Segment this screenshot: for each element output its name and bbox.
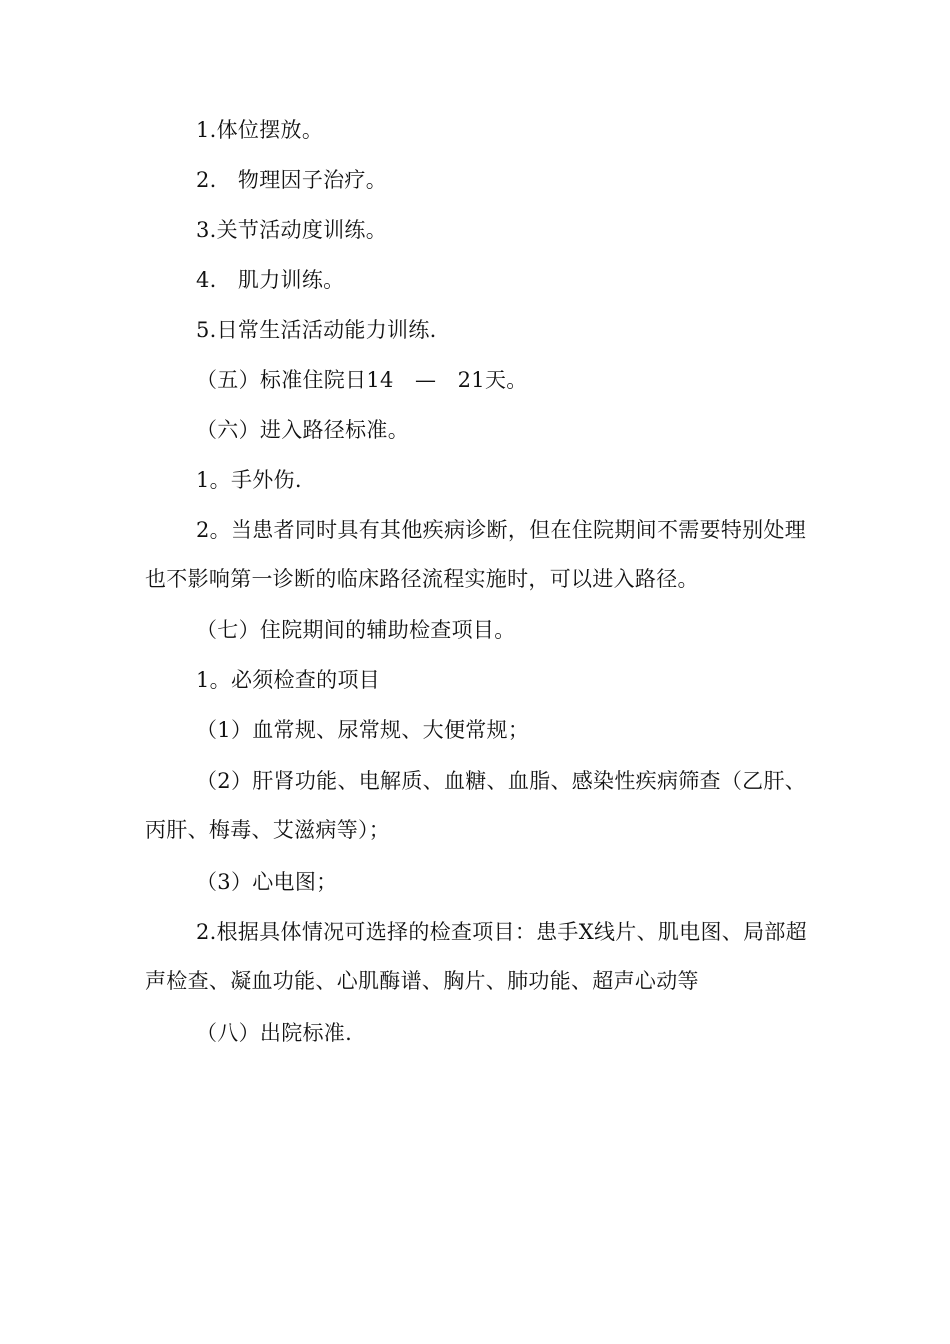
paragraph-optional-exams: 2.根据具体情况可选择的检查项目：患手X线片、肌电图、局部超声检查、凝血功能、心肌酶谱、胸片、肺功能、超声心动等	[145, 920, 807, 993]
paragraph-hand-injury: 1。手外伤.	[196, 468, 302, 492]
section-heading-pathway-entry: （六）进入路径标准。	[196, 418, 409, 442]
paragraph-required-exams: 1。必须检查的项目	[196, 668, 381, 692]
paragraph-daily-living-training: 5.日常生活活动能力训练.	[196, 318, 437, 342]
paragraph-joint-training: 3.关节活动度训练。	[196, 218, 388, 242]
list-item-function-screening: （2）肝肾功能、电解质、血糖、血脂、感染性疾病筛查（乙肝、丙肝、梅毒、艾滋病等）；	[145, 769, 807, 842]
paragraph-comorbidity: 2。当患者同时具有其他疾病诊断，但在住院期间不需要特别处理也不影响第一诊断的临床路径流程实施时，可以进入路径。	[145, 518, 807, 591]
paragraph-muscle-training: 4. 肌力训练。	[196, 268, 345, 292]
section-heading-auxiliary-exams: （七）住院期间的辅助检查项目。	[196, 618, 516, 642]
paragraph-positioning: 1.体位摆放。	[196, 118, 324, 142]
list-item-routine-tests: （1）血常规、尿常规、大便常规；	[196, 718, 530, 742]
section-heading-hospital-stay: （五）标准住院日14 — 21天。	[196, 368, 528, 392]
paragraph-physical-therapy: 2. 物理因子治疗。	[196, 168, 388, 192]
list-item-ecg: （3）心电图；	[196, 870, 338, 894]
section-heading-discharge: （八）出院标准.	[196, 1021, 353, 1045]
